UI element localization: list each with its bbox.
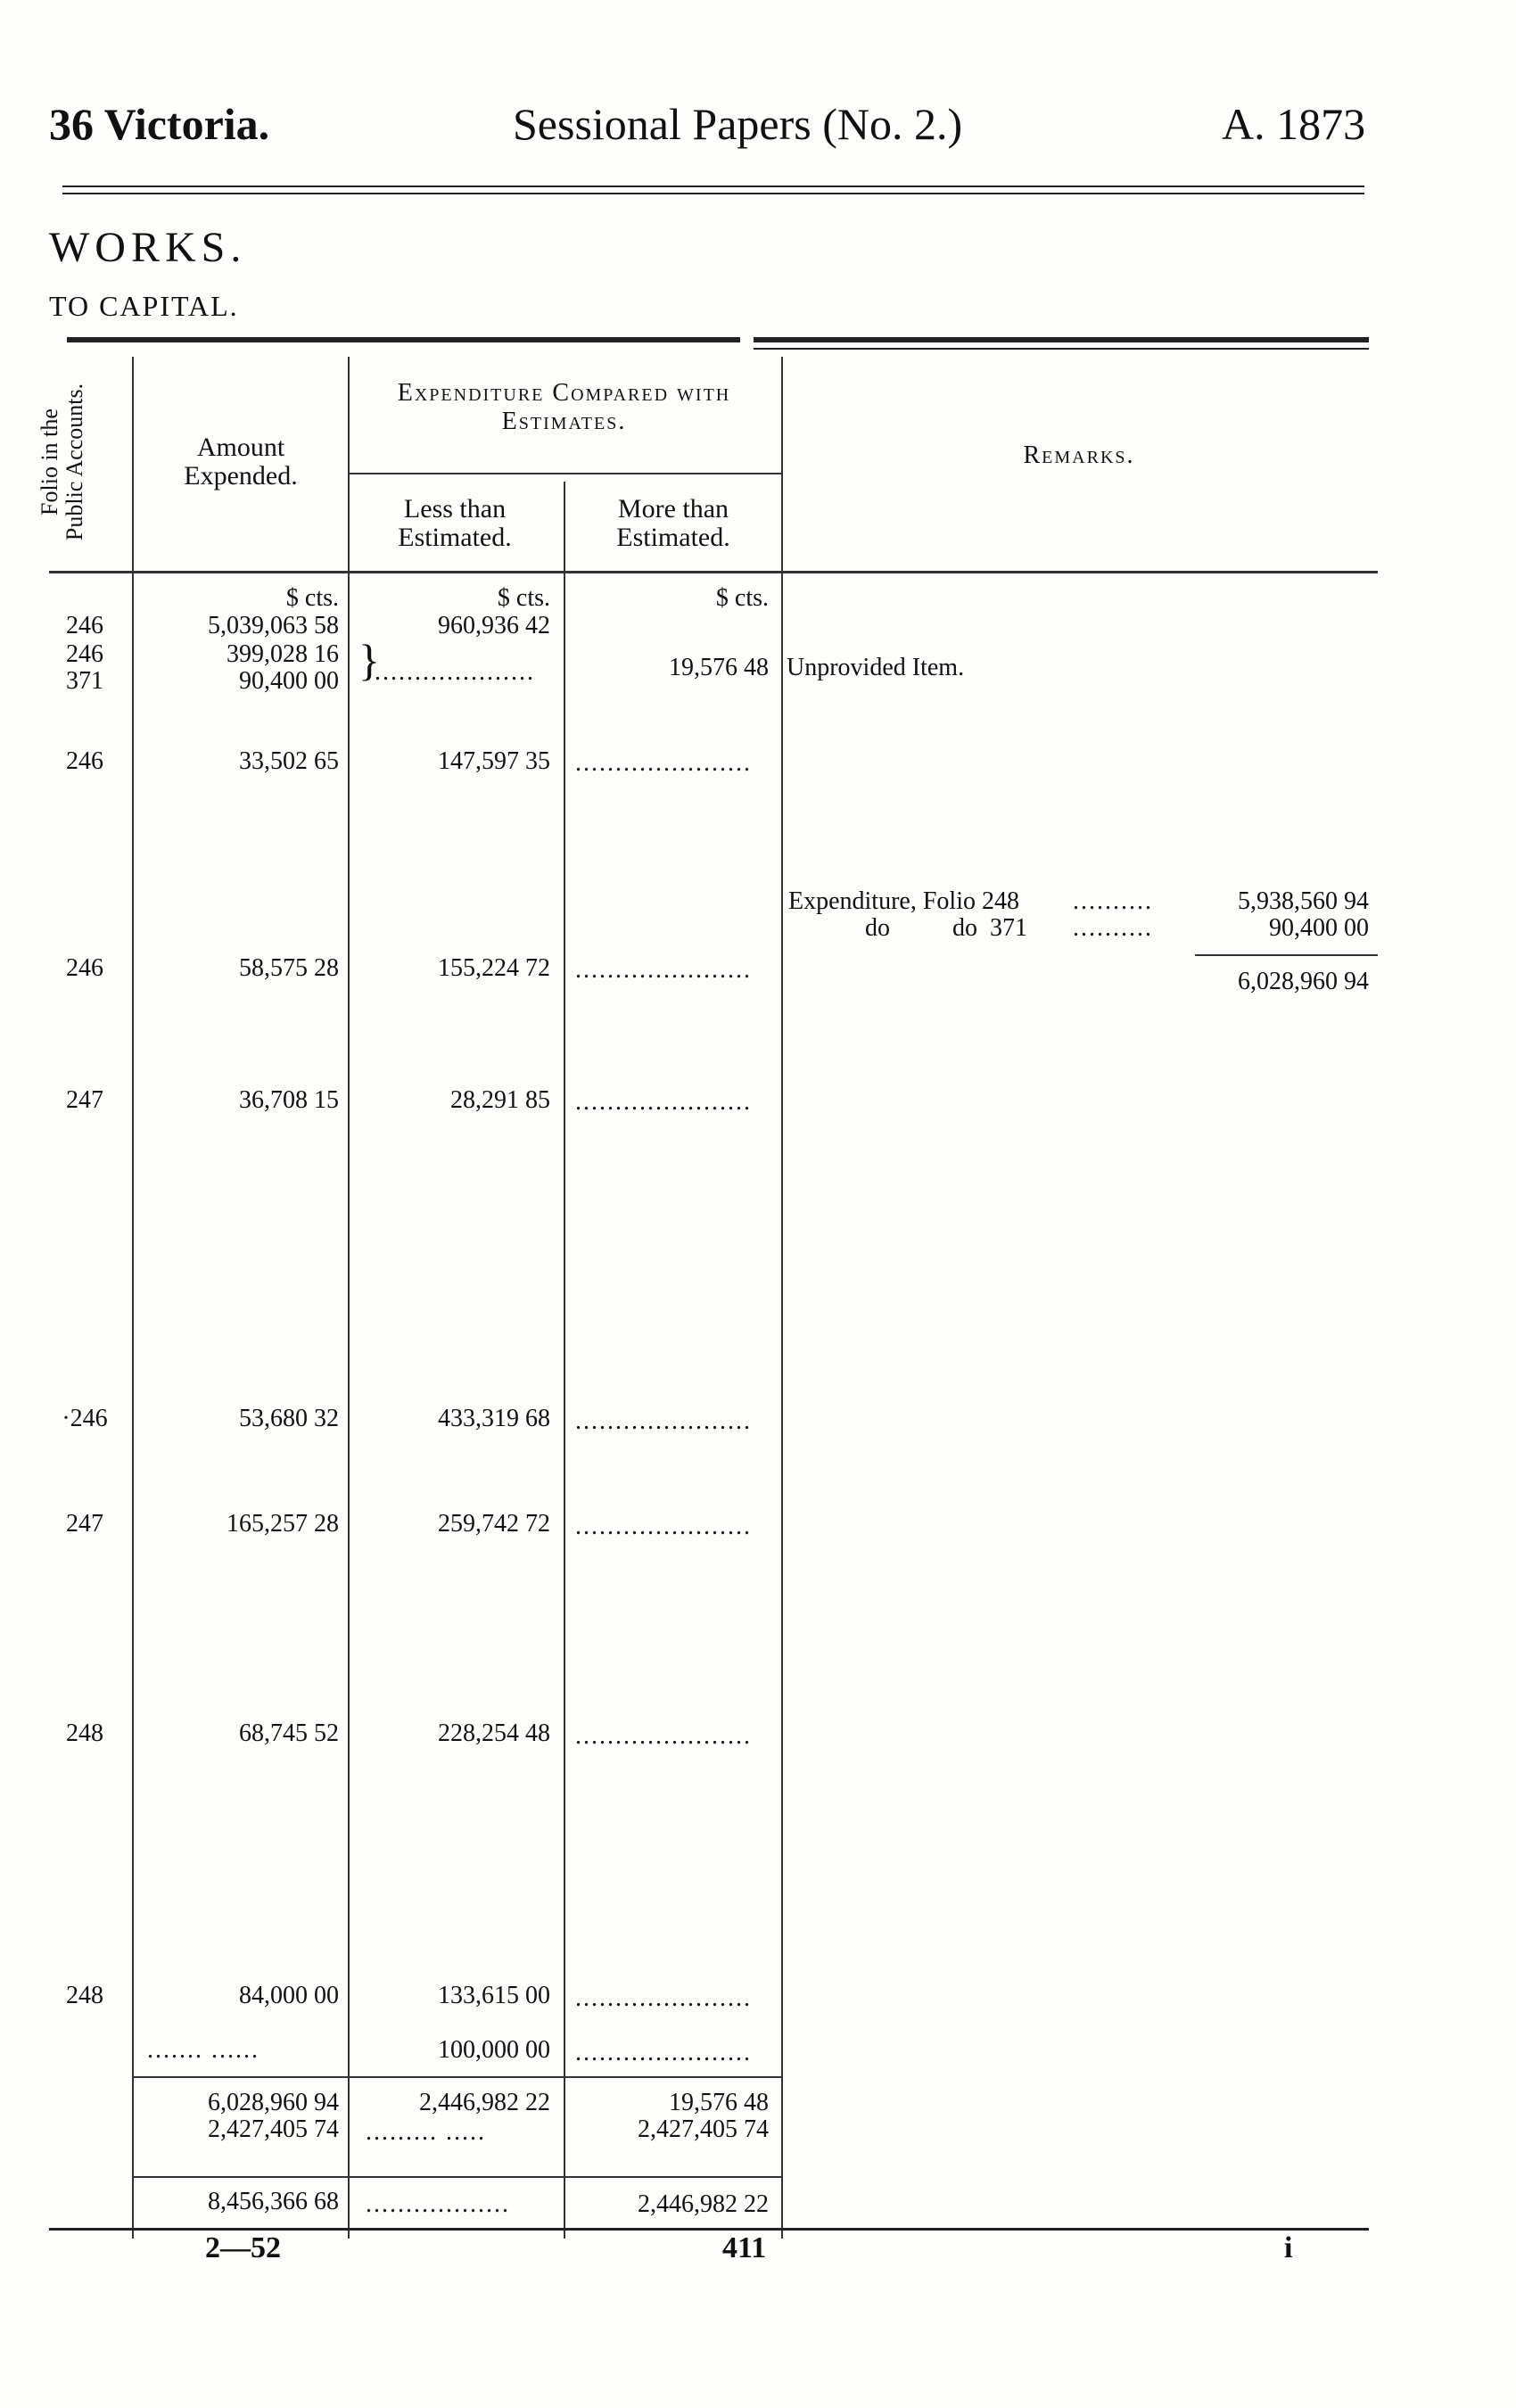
- extra-less-cell: 100,000 00: [438, 2036, 550, 2064]
- folio-cell: ·246: [62, 1405, 108, 1432]
- header-center: Sessional Papers (No. 2.): [513, 99, 963, 149]
- footer-center: 411: [722, 2231, 767, 2264]
- col-divider-4: [781, 357, 783, 2239]
- header-right: A. 1873: [1222, 99, 1366, 149]
- brace-symbol: }: [358, 635, 380, 685]
- folio-cell: 246: [66, 640, 103, 668]
- less-cell: 259,742 72: [438, 1510, 550, 1538]
- title-rule-thin: [754, 348, 1369, 350]
- less-cell: 155,224 72: [438, 954, 550, 982]
- header-left: 36 Victoria.: [49, 99, 270, 149]
- footer-rule: [49, 2228, 1369, 2231]
- amount-cell: 5,039,063 58: [208, 612, 339, 639]
- amount-cell: 84,000 00: [239, 1982, 339, 2009]
- dot-leader: ......................: [575, 1722, 752, 1750]
- amount-cell: 399,028 16: [227, 640, 339, 668]
- folio-cell: 247: [66, 1086, 103, 1114]
- dot-leader: ......................: [575, 1984, 752, 2012]
- dot-leader: ..........: [1073, 914, 1153, 942]
- more-unit: $ cts.: [715, 584, 769, 612]
- header-bottom-rule: [49, 571, 1378, 573]
- footer-right: i: [1284, 2231, 1293, 2264]
- page-title: WORKS.: [49, 224, 247, 271]
- folio-cell: 246: [66, 612, 103, 639]
- total-amount-1: 6,028,960 94: [208, 2089, 339, 2116]
- dot-leader: ......................: [575, 956, 752, 984]
- dot-leader: ..........: [1073, 887, 1153, 915]
- amount-cell: 36,708 15: [239, 1086, 339, 1114]
- dot-leader: ......................: [575, 1513, 752, 1540]
- folio-cell: 246: [66, 747, 103, 775]
- folio-cell: 248: [66, 1982, 103, 2009]
- total-amount-2: 2,427,405 74: [208, 2115, 339, 2143]
- dot-leader: ....... ......: [147, 2036, 260, 2064]
- grand-total-more: 2,446,982 22: [638, 2190, 769, 2218]
- header-rule-1: [62, 186, 1364, 187]
- remark-total: 6,028,960 94: [1238, 968, 1369, 995]
- less-cell: 28,291 85: [450, 1086, 550, 1114]
- col-divider-3: [564, 482, 565, 2239]
- dot-leader: ......... .....: [366, 2118, 486, 2146]
- expenditure-group-header: Expenditure Compared with Estimates.: [397, 379, 731, 435]
- total-more-2: 2,427,405 74: [638, 2115, 769, 2143]
- amount-cell: 53,680 32: [239, 1405, 339, 1432]
- folio-cell: 247: [66, 1510, 103, 1538]
- less-cell: 433,319 68: [438, 1405, 550, 1432]
- dot-leader: ......................: [575, 2039, 752, 2066]
- amount-header: Amount Expended.: [184, 433, 298, 491]
- title-rule-left: [67, 337, 740, 342]
- folio-cell: 248: [66, 1719, 103, 1747]
- remark-line2-label: do do 371: [865, 914, 1027, 942]
- less-unit: $ cts.: [497, 584, 550, 612]
- remark-line1-value: 5,938,560 94: [1238, 887, 1369, 915]
- more-cell: 19,576 48: [669, 654, 769, 681]
- grand-total-rule: [134, 2176, 781, 2178]
- dot-leader: ......................: [575, 1407, 752, 1435]
- less-cell: 147,597 35: [438, 747, 550, 775]
- total-less-1: 2,446,982 22: [419, 2089, 550, 2116]
- dot-leader: ....................: [375, 658, 535, 686]
- amount-cell: 165,257 28: [227, 1510, 339, 1538]
- folio-header: Folio in the Public Accounts.: [37, 383, 87, 541]
- header-rule-2: [62, 193, 1364, 194]
- remark-sum-rule: [1195, 954, 1378, 956]
- totals-rule: [134, 2076, 781, 2078]
- less-cell: 960,936 42: [438, 612, 550, 639]
- more-header: More than Estimated.: [616, 494, 730, 552]
- less-header: Less than Estimated.: [398, 494, 512, 552]
- dot-leader: ..................: [366, 2190, 510, 2218]
- remarks-header: Remarks.: [1023, 441, 1135, 469]
- dot-leader: ......................: [575, 749, 752, 777]
- amount-cell: 90,400 00: [239, 667, 339, 695]
- amount-cell: 33,502 65: [239, 747, 339, 775]
- remark-line2-value: 90,400 00: [1269, 914, 1369, 942]
- page-subtitle: TO CAPITAL.: [49, 290, 239, 322]
- remark-line1-label: Expenditure, Folio 248: [788, 887, 1019, 915]
- amount-unit: $ cts.: [285, 584, 339, 612]
- amount-cell: 68,745 52: [239, 1719, 339, 1747]
- title-rule-right: [754, 337, 1369, 342]
- less-cell: 228,254 48: [438, 1719, 550, 1747]
- grand-total-amount: 8,456,366 68: [208, 2188, 339, 2215]
- footer-left: 2—52: [205, 2231, 281, 2264]
- less-cell: 133,615 00: [438, 1982, 550, 2009]
- dot-leader: ......................: [575, 1088, 752, 1116]
- remark-unprovided: Unprovided Item.: [787, 654, 965, 681]
- group-header-rule: [348, 473, 781, 474]
- folio-cell: 371: [66, 667, 103, 695]
- amount-cell: 58,575 28: [239, 954, 339, 982]
- total-more-1: 19,576 48: [669, 2089, 769, 2116]
- folio-cell: 246: [66, 954, 103, 982]
